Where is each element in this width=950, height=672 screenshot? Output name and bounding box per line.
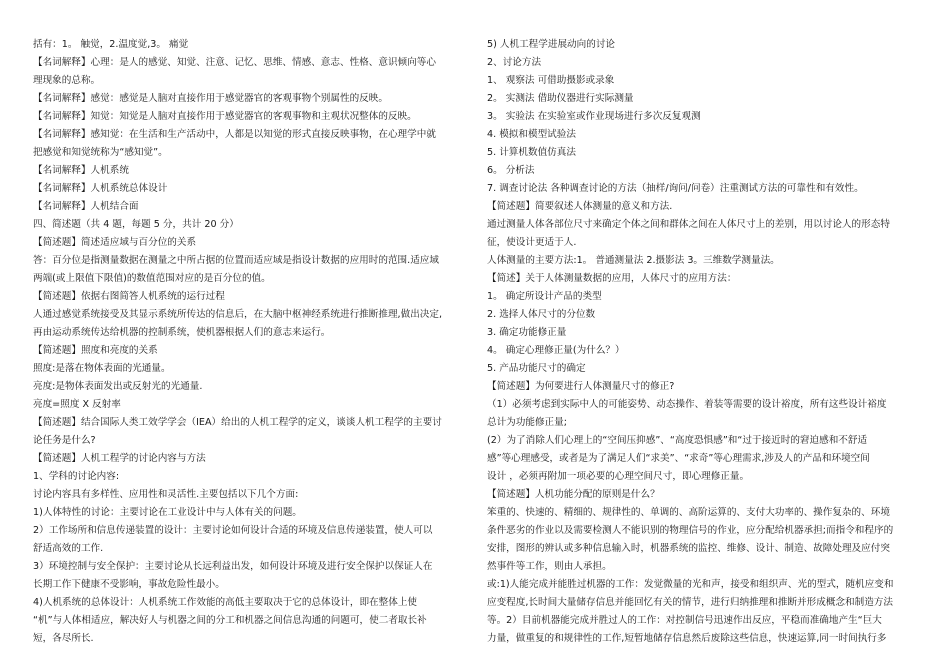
left-column-line: 舒适高效的工作.	[33, 543, 104, 554]
right-column-line: 5. 计算机数值仿真法	[487, 147, 576, 158]
right-column-line: 然事件等工作，则由人承担。	[487, 561, 612, 572]
left-column-line: 3）环境控制与安全保护：主要讨论从长远利益出发，如何设计环境及进行安全保护以保证人在	[33, 561, 433, 572]
right-column-line: 笨重的、快速的、精细的、规律性的、单调的、高阶运算的、支付大功率的、操作复杂的、环境	[487, 507, 890, 518]
left-column-line: 【简述题】依据右图简答人机系统的运行过程	[33, 291, 225, 302]
right-column-line: 等。2）目前机器能完成并胜过人的工作：对控制信号迅速作出反应，平稳而准确地产生“巨大	[487, 615, 882, 626]
left-column-line: 【名词解释】心理：是人的感觉、知觉、注意、记忆、思维、情感、意志、性格、意识倾向等心	[33, 57, 436, 68]
left-column-line: 4)人机系统的总体设计：人机系统工作效能的高低主要取决于它的总体设计，即在整体上使	[33, 597, 418, 608]
right-column-line: 条件恶劣的作业以及需要检测人不能识别的物理信号的作业，应分配给机器承担;而指令和程序的	[487, 525, 894, 536]
left-column-line: 【名词解释】人机系统	[33, 165, 129, 176]
left-column-line: 把感觉和知觉统称为“感知觉”。	[33, 147, 168, 158]
right-column-line: 【简述】关于人体测量数据的应用，人体尺寸的应用方法：	[487, 273, 737, 284]
left-column-line: 照度:是落在物体表面的光通量。	[33, 363, 171, 374]
left-column-line: 【名词解释】感知觉：在生活和生产活动中，人都是以知觉的形式直接反映事物，在心理学中就	[33, 129, 436, 140]
left-column-line: 【名词解释】感觉：感觉是人脑对直接作用于感觉器官的客观事物个别属性的反映。	[33, 93, 388, 104]
left-column-line: 答：百分位是指测量数据在测量之中所占据的位置而适应域是指设计数据的应用时的范围.适应域	[33, 255, 439, 266]
right-column-line: （1）必须考虑到实际中人的可能姿势、动态操作、着装等需要的设计裕度，所有这些设计裕度	[487, 399, 887, 410]
left-column-line: 【名词解释】人机结合面	[33, 201, 139, 212]
right-column-line: 安排，图形的辨认或多种信息输入时，机器系统的监控、维修、设计、制造、故障处理及应付突	[487, 543, 890, 554]
right-column-line: 【简述题】为何要进行人体测量尺寸的修正?	[487, 381, 675, 392]
left-column	[33, 36, 463, 648]
right-column-line: 【简述题】简要叙述人体测量的意义和方法.	[487, 201, 673, 212]
left-column-line: 长期工作下健康不受影响，事故危险性最小。	[33, 579, 225, 590]
right-column-line: 通过测量人体各部位尺寸来确定个体之间和群体之间在人体尺寸上的差别，用以讨论人的形态特	[487, 219, 890, 230]
left-column-line: 【简述题】照度和亮度的关系	[33, 345, 158, 356]
right-column-line: 应变程度,长时间大量储存信息并能回忆有关的情节，进行归纳推理和推断并形成概念和制造方法	[487, 597, 893, 608]
right-column-line: 人体测量的主要方法:1。 普通测量法 2.摄影法 3。三维数学测量法。	[487, 255, 780, 266]
left-column-line: 【名词解释】人机系统总体设计	[33, 183, 168, 194]
right-column-line: 力量，做重复的和规律性的工作,短暂地储存信息然后废除这些信息，快速运算,同一时间执行多	[487, 633, 887, 644]
right-column-line: 4. 模拟和模型试验法	[487, 129, 576, 140]
left-column-line: 论任务是什么?	[33, 435, 96, 446]
left-column-line: 【简述题】结合国际人类工效学学会（IEA）给出的人机工程学的定义，谈谈人机工程学的主要讨	[33, 417, 442, 428]
left-column-line: 讨论内容具有多样性、应用性和灵活性.主要包括以下几个方面:	[33, 489, 299, 500]
right-column-line: 5. 产品功能尺寸的确定	[487, 363, 586, 374]
right-column-line: 3. 确定功能修正量	[487, 327, 567, 338]
right-column-line: 感”等心理感受，或者是为了满足人们“求美”、“求奇”等心理需求,涉及人的产品和环境空间	[487, 453, 870, 464]
left-column-line: 两端(或上限值下限值)的数值范围对应的是百分位的值。	[33, 273, 271, 284]
left-column-line: 【简述题】简述适应域与百分位的关系	[33, 237, 197, 248]
right-column-line: 2. 选择人体尺寸的分位数	[487, 309, 596, 320]
right-column-line: 7. 调查讨论法 各种调查讨论的方法（抽样/询问/问卷）注重测试方法的可靠性和有效性。	[487, 183, 864, 194]
right-column-line: 总计为功能修正量;	[487, 417, 567, 428]
right-column-line: 1。 确定所设计产品的类型	[487, 291, 602, 302]
left-column-line: 再由运动系统传达给机器的控制系统，使机器根据人们的意志来运行。	[33, 327, 331, 338]
left-column-line: 【简述题】人机工程学的讨论内容与方法	[33, 453, 206, 464]
right-column-line: 2。 实测法 借助仪器进行实际测量	[487, 93, 634, 104]
left-column-line: 四、简述题（共 4 题，每题 5 分，共计 20 分）	[33, 219, 239, 230]
right-column	[487, 36, 919, 648]
left-column-line: 短，各尽所长.	[33, 633, 94, 644]
left-column-line: 理现象的总称。	[33, 75, 101, 86]
left-column-line: 人通过感觉系统接受及其显示系统所传达的信息后，在大脑中枢神经系统进行推断推理,做出决定,	[33, 309, 443, 320]
left-column-line: 2）工作场所和信息传递装置的设计：主要讨论如何设计合适的环境及信息传递装置，使人可以	[33, 525, 433, 536]
left-column-line: 括有：1。 触觉，2.温度觉,3。 痛觉	[33, 39, 189, 50]
right-column-line: (2）为了消除人们心理上的“空间压抑感”、“高度恐惧感”和“过于接近时的窘迫感和不舒适	[487, 435, 868, 446]
right-column-line: 6。 分析法	[487, 165, 535, 176]
right-column-line: 5) 人机工程学进展动向的讨论	[487, 39, 616, 50]
left-column-line: “机”与人体相适应，解决好人与机器之间的分工和机器之间信息沟通的问题可，使二者取长补	[33, 615, 427, 626]
right-column-line: 征，使设计更适于人.	[487, 237, 577, 248]
right-column-line: 2、讨论方法	[487, 57, 542, 68]
left-column-line: 亮度=照度 X 反射率	[33, 399, 121, 410]
left-column-line: 1、学科的讨论内容:	[33, 471, 120, 482]
right-column-line: 设计 ，必须再附加一项必要的心理空间尺寸，即心理修正量。	[487, 471, 750, 482]
right-column-line: 1、 观察法 可借助摄影或录象	[487, 75, 615, 86]
right-column-line: 或:1)人能完成并能胜过机器的工作：发觉微量的光和声，接受和组织声、光的型式，随机应变和	[487, 579, 894, 590]
left-column-line: 亮度:是物体表面发出或反射光的光通量.	[33, 381, 203, 392]
left-column-line: 【名词解释】知觉：知觉是人脑对直接作用于感觉器官的客观事物和主观状况整体的反映。	[33, 111, 417, 122]
right-column-line: 4。 确定心理修正量(为什么？）	[487, 345, 625, 356]
left-column-line: 1)人体特性的讨论：主要讨论在工业设计中与人体有关的问题。	[33, 507, 302, 518]
right-column-line: 3。 实验法 在实验室或作业现场进行多次反复观测	[487, 111, 701, 122]
right-column-line: 【简述题】人机功能分配的原则是什么？	[487, 489, 660, 500]
